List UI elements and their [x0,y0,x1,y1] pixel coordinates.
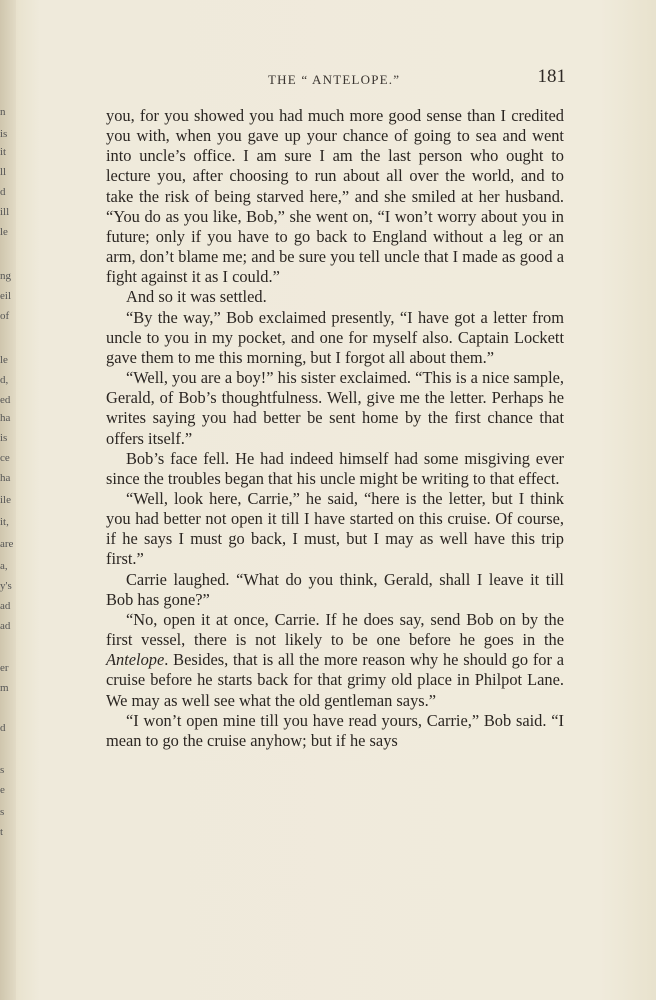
ship-name: Antelope [106,650,165,670]
bleed-fragment: d [0,722,6,734]
bleed-fragment: ed [0,394,11,406]
paragraph [106,711,564,751]
text-run: “Well, look here, Carrie,” he said, “here is the letter, but I think you had better not open it till I have started on this cruise. Of course, if he says I must go back, I must, but I may as well have this trip first.” [106,488,564,569]
bleed-fragment: is [0,432,8,444]
bleed-fragment: are [0,538,14,550]
bleed-fragment: n [0,106,6,118]
bleed-fragment: of [0,310,10,322]
running-title: THE “ ANTELOPE.” [268,72,401,87]
paragraph [106,287,564,307]
bleed-fragment: ng [0,270,11,282]
bleed-fragment: ad [0,600,11,612]
bleed-fragment: y's [0,580,12,592]
bleed-fragment: ad [0,620,11,632]
body-text [106,106,564,751]
bleed-fragment: is [0,128,8,140]
bleed-fragment: d, [0,374,9,386]
bleed-fragment: m [0,682,9,694]
bleed-fragment: it [0,146,7,158]
bleed-fragment: a, [0,560,8,572]
bleed-fragment: le [0,354,8,366]
bleed-fragment: e [0,784,5,796]
text-run: And so it was settled. [126,287,267,307]
paragraph [106,308,564,368]
bleed-fragment: ha [0,472,11,484]
text-run: Bob’s face fell. He had indeed himself had some misgiving ever since the troubles began that his uncle might be writing to that effect. [106,448,564,488]
page-number: 181 [537,66,566,87]
text-run: “Well, you are a boy!” his sister exclaimed. “This is a nice sample, Gerald, of Bob’s thoughtfulness. Well, give me the letter. Perhaps he writes saying you had better be sent home by the first chance that offers itself.” [106,368,564,448]
paragraph [106,610,564,711]
paragraph [106,489,564,570]
text-run: you, for you showed you had much more good sense than I credited you with, when you gave up your chance of going to sea and went into uncle’s office. I am sure I am the last person who ought to lecture you, after choosing to run about all over the world, and to take the risk of being starved here,” and she smiled at her husband. “You do as you like, Bob,” she went on, “I won’t worry about you in future; only if you have to go back to England without a leg or an arm, don’t blame me; and be sure you tell uncle that I made as good a fight against it as I could.” [106,106,564,287]
bleed-fragment: ile [0,494,11,506]
bleed-fragment: ll [0,166,7,178]
bleed-fragment: d [0,186,6,198]
bleed-fragment: le [0,226,8,238]
bleed-fragment: s [0,806,5,818]
paragraph [106,570,564,610]
bleed-fragment: ha [0,412,11,424]
text-run: Carrie laughed. “What do you think, Gerald, shall I leave it till Bob has gone?” [106,569,564,609]
text-run: “By the way,” Bob exclaimed presently, “I have got a letter from uncle to you in my pocket, and one for myself also. Captain Lockett gave them to me this morning, but I forgot all about them.” [106,307,564,367]
bleed-fragment: t [0,826,4,838]
page-header [104,66,566,92]
paragraph [106,106,564,287]
bleed-fragment: er [0,662,9,674]
text-run: “I won’t open mine till you have read yours, Carrie,” Bob said. “I mean to go the cruise anyhow; but if he says [106,710,564,750]
bleed-fragment: it, [0,516,9,528]
bleed-fragment: ce [0,452,10,464]
bleed-fragment: ill [0,206,10,218]
paragraph [106,368,564,449]
text-run: “No, open it at once, Carrie. If he does say, send Bob on by the first vessel, there is not likely to be one before he goes in the [106,609,564,650]
bleed-fragment: s [0,764,5,776]
paragraph [106,449,564,489]
bleed-fragment: eil [0,290,11,302]
text-run: . Besides, that is all the more reason why he should go for a cruise before he starts back for that grimy old place in Philpot Lane. We may as well see what the old gentleman says.” [106,650,564,710]
